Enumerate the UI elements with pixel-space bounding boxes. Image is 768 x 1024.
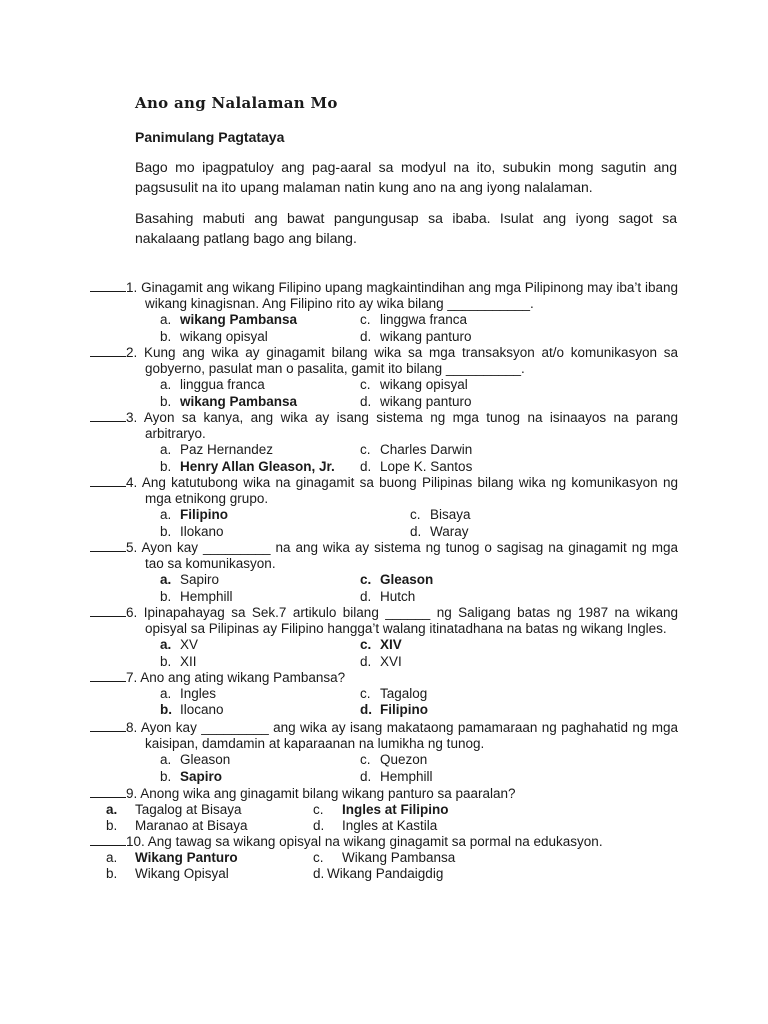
question-text: Kung ang wika ay ginagamit bilang wika sa mga transaksyon at/o komunikasyon sa gobyerno, pasulat man o pasalita, gamit ito bilang __________.: [144, 345, 678, 377]
option-letter: b.: [160, 588, 172, 604]
option-text: Ilokano: [180, 523, 224, 539]
question-stem: [90, 786, 678, 802]
option-text: wikang panturo: [380, 328, 472, 344]
option-text: Gleason: [380, 572, 434, 588]
option-text: Sapiro: [180, 768, 223, 784]
option-letter: b.: [160, 328, 172, 344]
option-letter: b.: [160, 393, 172, 409]
option-text: wikang Pambansa: [180, 312, 298, 328]
answer-blank[interactable]: [90, 670, 126, 682]
question-stem: [90, 720, 678, 752]
options-row: [90, 850, 678, 866]
option-b[interactable]: [106, 818, 248, 834]
option-a[interactable]: [160, 377, 265, 393]
option-letter: c.: [360, 572, 372, 588]
options-row: [90, 394, 678, 410]
option-letter: b.: [106, 866, 118, 882]
option-text: XIV: [380, 637, 402, 653]
option-a[interactable]: [160, 442, 273, 458]
option-b[interactable]: [160, 524, 224, 540]
question-stem: [90, 605, 678, 637]
question-number: 10.: [126, 834, 145, 849]
question-9: [90, 786, 678, 835]
option-letter: a.: [160, 507, 172, 523]
question-text: Ano ang ating wikang Pambansa?: [140, 670, 346, 685]
options-row: [90, 442, 678, 458]
option-text: Tagalog: [380, 686, 428, 702]
option-d[interactable]: [360, 589, 415, 605]
option-text: linggua franca: [180, 377, 265, 393]
options-row: [90, 312, 678, 328]
question-text: Ayon kay _________ na ang wika ay sistema ng tunog o sagisag na ginagamit ng mga tao sa komunikasyon.: [141, 540, 678, 572]
option-b[interactable]: [160, 329, 268, 345]
answer-blank[interactable]: [90, 345, 126, 357]
option-text: Charles Darwin: [380, 442, 473, 458]
question-10: [90, 834, 678, 883]
option-text: Sapiro: [180, 572, 220, 588]
option-letter: c.: [360, 377, 371, 393]
question-7: [90, 670, 678, 719]
answer-blank[interactable]: [90, 475, 126, 487]
option-letter: a.: [160, 312, 172, 328]
option-d[interactable]: [313, 866, 443, 882]
option-text: wikang panturo: [380, 393, 472, 409]
option-letter: a.: [106, 802, 118, 818]
option-text: Hemphill: [180, 588, 233, 604]
option-a[interactable]: [160, 507, 228, 523]
option-letter: d.: [360, 702, 372, 718]
option-text: Gleason: [180, 752, 231, 768]
intro-paragraph-2: Basahing mabuti ang bawat pangungusap sa ibaba. Isulat ang iyong sagot sa nakalaang patlang bago ang bilang.: [135, 210, 677, 246]
option-text: Filipino: [180, 507, 228, 523]
option-text: Lope K. Santos: [380, 458, 473, 474]
question-stem: [90, 345, 678, 377]
question-text: Anong wika ang ginagamit bilang wikang panturo sa paaralan?: [140, 786, 516, 801]
option-text: Bisaya: [430, 507, 471, 523]
option-text: Wikang Opisyal: [135, 866, 229, 882]
option-letter: b.: [160, 653, 172, 669]
question-number: 4.: [126, 475, 138, 490]
option-letter: c.: [410, 507, 421, 523]
option-text: wikang opisyal: [380, 377, 468, 393]
question-4: [90, 475, 678, 540]
option-text: wikang Pambansa: [180, 393, 298, 409]
option-text: Ingles at Filipino: [342, 802, 449, 818]
option-c[interactable]: [360, 637, 402, 653]
option-letter: d.: [360, 768, 372, 784]
answer-blank[interactable]: [90, 280, 126, 292]
options-row: [90, 589, 678, 605]
option-text: Hemphill: [380, 768, 433, 784]
option-c[interactable]: [360, 377, 468, 393]
option-letter: d.: [360, 328, 372, 344]
option-text: linggwa franca: [380, 312, 468, 328]
answer-blank[interactable]: [90, 540, 126, 552]
option-text: Hutch: [380, 588, 416, 604]
answer-blank[interactable]: [90, 834, 126, 846]
option-letter: a.: [160, 752, 172, 768]
options-row: [90, 802, 678, 818]
option-d[interactable]: [360, 654, 402, 670]
option-a[interactable]: [160, 752, 230, 768]
options-row: [90, 702, 678, 718]
option-letter: d.: [360, 393, 372, 409]
question-number: 5.: [126, 540, 138, 555]
option-letter: d.: [360, 458, 372, 474]
option-b[interactable]: [160, 702, 224, 718]
options-row: [90, 329, 678, 345]
option-text: Henry Allan Gleason, Jr.: [180, 458, 335, 474]
question-number: 6.: [126, 605, 138, 620]
question-1: [90, 280, 678, 345]
option-text: Wikang Pandaigdig: [327, 866, 444, 882]
option-b[interactable]: [160, 769, 222, 785]
page-title: Ano ang Nalalaman Mo: [135, 94, 338, 112]
option-c[interactable]: [313, 802, 449, 818]
option-letter: a.: [160, 637, 172, 653]
option-d[interactable]: [360, 329, 472, 345]
option-letter: b.: [160, 702, 172, 718]
option-letter: b.: [160, 768, 172, 784]
options-row: [90, 654, 678, 670]
option-c[interactable]: [360, 686, 427, 702]
options-row: [90, 866, 678, 882]
question-text: Ayon sa kanya, ang wika ay isang sistema ng mga tunog na isinaayos na parang arbitraryo.: [143, 410, 678, 442]
options-row: [90, 752, 678, 768]
option-a[interactable]: [160, 686, 216, 702]
answer-blank[interactable]: [90, 720, 126, 732]
question-number: 1.: [126, 280, 138, 295]
question-2: [90, 345, 678, 410]
options-row: [90, 686, 678, 702]
option-b[interactable]: [160, 394, 297, 410]
option-d[interactable]: [360, 459, 472, 475]
option-d[interactable]: [360, 702, 428, 718]
options-row: [90, 377, 678, 393]
options-row: [90, 459, 678, 475]
option-letter: a.: [160, 442, 172, 458]
section-subtitle: Panimulang Pagtataya: [135, 129, 285, 145]
option-letter: d.: [360, 588, 372, 604]
option-a[interactable]: [106, 850, 238, 866]
question-text: Ang katutubong wika na ginagamit sa buong Pilipinas bilang wika ng komunikasyon ng mga etnikong grupo.: [141, 475, 678, 507]
question-number: 3.: [126, 410, 138, 425]
option-letter: a.: [160, 377, 172, 393]
option-letter: b.: [106, 818, 118, 834]
option-text: Quezon: [380, 752, 428, 768]
option-b[interactable]: [106, 866, 229, 882]
question-number: 9.: [126, 786, 138, 801]
option-letter: d.: [313, 866, 325, 882]
question-8: [90, 720, 678, 785]
option-letter: c.: [360, 686, 371, 702]
option-text: Waray: [430, 523, 469, 539]
option-letter: d.: [360, 653, 372, 669]
question-6: [90, 605, 678, 670]
options-row: [90, 769, 678, 785]
option-letter: a.: [160, 572, 172, 588]
option-text: Wikang Panturo: [135, 850, 238, 866]
option-a[interactable]: [160, 637, 198, 653]
option-c[interactable]: [360, 442, 472, 458]
option-c[interactable]: [360, 572, 433, 588]
option-text: Tagalog at Bisaya: [135, 802, 242, 818]
options-row: [90, 818, 678, 834]
question-stem: [90, 670, 678, 686]
option-b[interactable]: [160, 589, 233, 605]
option-a[interactable]: [106, 802, 242, 818]
question-text: Ginagamit ang wikang Filipino upang magkaintindihan ang mga Pilipinong may iba’t ibang wikang kinagisnan. Ang Filipino rito ay wika bilang ___________.: [141, 280, 678, 312]
option-text: Maranao at Bisaya: [135, 818, 248, 834]
question-text: Ipinapahayag sa Sek.7 artikulo bilang ______ ng Saligang batas ng 1987 na wikang opisyal sa Pilipinas ay Filipino hangga’t walang itinatadhana na batas ng wikang Ingles.: [143, 605, 678, 637]
question-text: Ang tawag sa wikang opisyal na wikang ginagamit sa pormal na edukasyon.: [147, 834, 603, 849]
option-letter: c.: [360, 637, 372, 653]
question-5: [90, 540, 678, 605]
option-letter: c.: [360, 312, 371, 328]
question-stem: [90, 280, 678, 312]
options-row: [90, 507, 678, 523]
option-letter: c.: [360, 442, 371, 458]
question-text: Ayon kay _________ ang wika ay isang makataong pamamaraan ng paghahatid ng mga kaisipan, damdamin at kaparaanan na lumikha ng tunog.: [140, 720, 679, 752]
option-letter: d.: [313, 818, 325, 834]
option-text: XII: [180, 653, 197, 669]
option-d[interactable]: [360, 769, 433, 785]
question-3: [90, 410, 678, 475]
option-letter: a.: [106, 850, 118, 866]
question-stem: [90, 540, 678, 572]
option-a[interactable]: [160, 572, 219, 588]
answer-blank[interactable]: [90, 786, 126, 798]
option-letter: a.: [160, 686, 172, 702]
question-stem: [90, 834, 678, 850]
option-text: Ilocano: [180, 702, 224, 718]
answer-blank[interactable]: [90, 605, 126, 617]
option-c[interactable]: [360, 312, 467, 328]
option-d[interactable]: [410, 524, 469, 540]
question-stem: [90, 475, 678, 507]
option-b[interactable]: [160, 654, 197, 670]
option-text: Ingles: [180, 686, 217, 702]
question-stem: [90, 410, 678, 442]
option-text: Filipino: [380, 702, 428, 718]
options-row: [90, 637, 678, 653]
option-a[interactable]: [160, 312, 297, 328]
option-letter: c.: [313, 850, 324, 866]
option-b[interactable]: [160, 459, 335, 475]
options-row: [90, 572, 678, 588]
option-c[interactable]: [410, 507, 471, 523]
option-c[interactable]: [360, 752, 427, 768]
option-text: Wikang Pambansa: [342, 850, 456, 866]
option-text: XVI: [380, 653, 402, 669]
option-text: XV: [180, 637, 199, 653]
option-text: wikang opisyal: [180, 328, 268, 344]
answer-blank[interactable]: [90, 410, 126, 422]
question-number: 8.: [126, 720, 138, 735]
question-number: 7.: [126, 670, 138, 685]
option-text: Paz Hernandez: [180, 442, 274, 458]
question-number: 2.: [126, 345, 138, 360]
option-letter: d.: [410, 523, 422, 539]
option-d[interactable]: [313, 818, 437, 834]
option-letter: b.: [160, 458, 172, 474]
option-letter: c.: [360, 752, 371, 768]
option-letter: b.: [160, 523, 172, 539]
option-letter: c.: [313, 802, 324, 818]
option-text: Ingles at Kastila: [342, 818, 438, 834]
options-row: [90, 524, 678, 540]
option-d[interactable]: [360, 394, 472, 410]
option-c[interactable]: [313, 850, 455, 866]
intro-paragraph-1: Bago mo ipagpatuloy ang pag-aaral sa modyul na ito, subukin mong sagutin ang pagsusulit na ito upang malaman natin kung ano na ang iyong nalalaman.: [135, 159, 677, 195]
